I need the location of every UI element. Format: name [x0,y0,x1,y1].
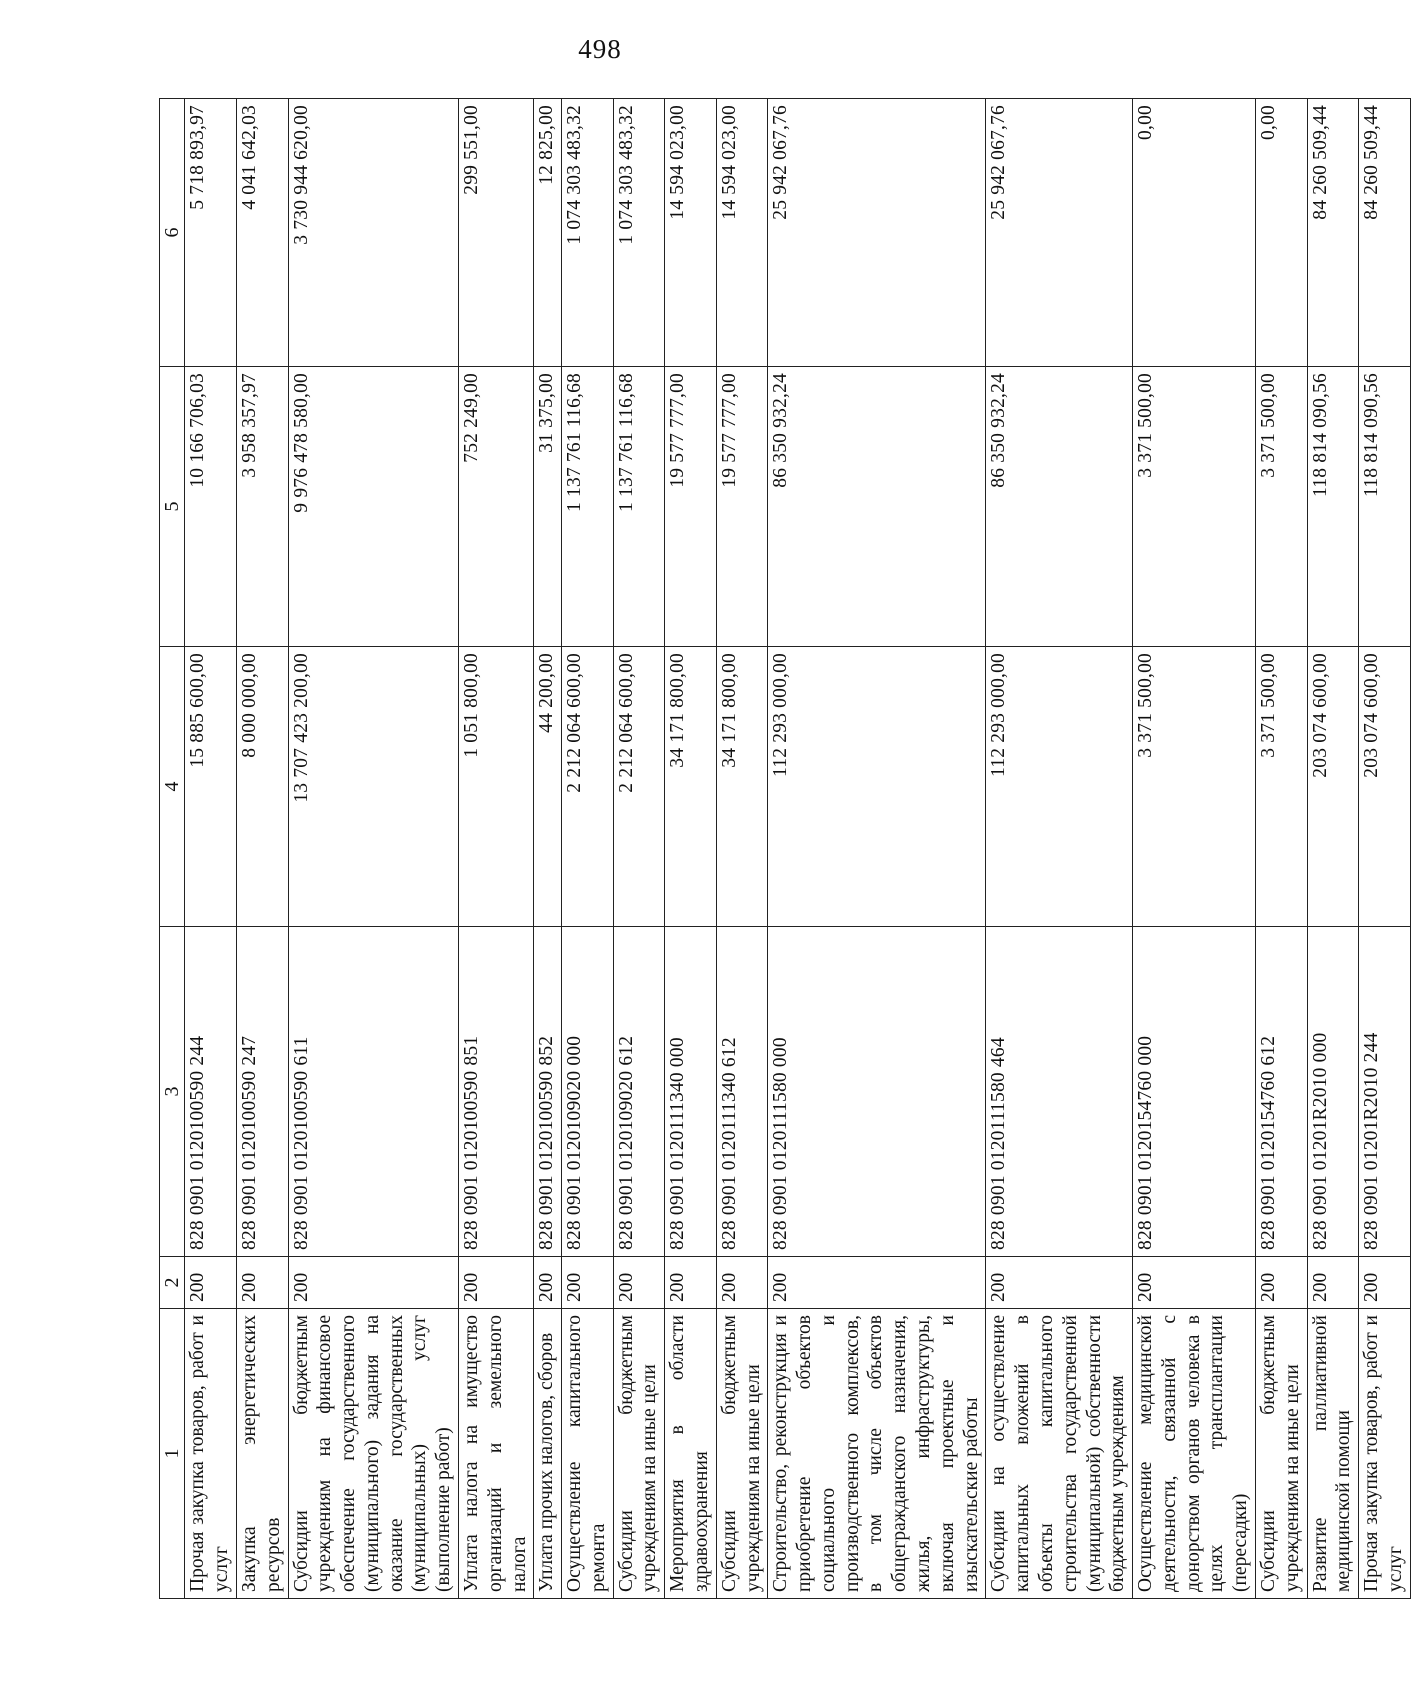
row-col4: 8 000 000,00 [236,647,288,927]
table-row [613,99,665,1599]
row-col4: 1 051 800,00 [458,647,533,927]
row-code: 828 0901 0120100590 611 [288,927,458,1257]
row-col2: 200 [534,1257,562,1309]
row-col4: 2 212 064 600,00 [613,647,665,927]
row-name: Прочая закупка товаров, работ и услуг [1359,1309,1411,1599]
row-col4: 203 074 600,00 [1307,647,1359,927]
row-col6: 0,00 [1255,99,1307,367]
row-col5: 752 249,00 [458,367,533,647]
row-name: Уплата налога на имущество организаций и земельного налога [458,1309,533,1599]
row-name: Закупка энергетических ресурсов [236,1309,288,1599]
table-row [716,99,768,1599]
row-col2: 200 [986,1257,1133,1309]
row-col2: 200 [716,1257,768,1309]
row-col6: 14 594 023,00 [716,99,768,367]
row-col2: 200 [236,1257,288,1309]
row-col2: 200 [185,1257,237,1309]
table-row [986,99,1133,1599]
row-name: Осуществление капитального ремонта [562,1309,614,1599]
row-col4: 44 200,00 [534,647,562,927]
table-row [1133,99,1256,1599]
row-code: 828 0901 0120154760 612 [1255,927,1307,1257]
table-row [185,99,237,1599]
row-col5: 118 814 090,56 [1359,367,1411,647]
row-col4: 2 212 064 600,00 [562,647,614,927]
row-col5: 10 166 706,03 [185,367,237,647]
row-col5: 1 137 761 116,68 [613,367,665,647]
row-code: 828 0901 0120111580 000 [768,927,986,1257]
row-name: Строительство, реконструкция и приобретение объектов социального и производственного комплексов, в том числе объектов общегражданского назначения, жилья, инфраструктуры, включая проектные и изыскательские работы [768,1309,986,1599]
row-col5: 31 375,00 [534,367,562,647]
column-header: 1 [160,1309,185,1599]
row-col5: 118 814 090,56 [1307,367,1359,647]
row-col6: 4 041 642,03 [236,99,288,367]
row-col5: 86 350 932,24 [768,367,986,647]
row-col4: 112 293 000,00 [986,647,1133,927]
page-number: 498 [578,34,622,64]
row-col6: 3 730 944 620,00 [288,99,458,367]
row-col4: 15 885 600,00 [185,647,237,927]
row-col2: 200 [1307,1257,1359,1309]
table-row [458,99,533,1599]
row-col5: 19 577 777,00 [665,367,717,647]
column-header: 2 [160,1257,185,1309]
row-code: 828 0901 0120109020 000 [562,927,614,1257]
row-col6: 25 942 067,76 [986,99,1133,367]
row-name: Субсидии бюджетным учреждениям на финансовое обеспечение государственного (муниципального) задания на оказание государственных (муниципальных) услуг (выполнение работ) [288,1309,458,1599]
row-col2: 200 [458,1257,533,1309]
row-col5: 9 976 478 580,00 [288,367,458,647]
row-code: 828 0901 01201R2010 244 [1359,927,1411,1257]
row-name: Субсидии бюджетным учреждениям на иные цели [716,1309,768,1599]
table-row [1255,99,1307,1599]
row-col6: 84 260 509,44 [1307,99,1359,367]
row-name: Прочая закупка товаров, работ и услуг [185,1309,237,1599]
row-col4: 13 707 423 200,00 [288,647,458,927]
row-col6: 1 074 303 483,32 [562,99,614,367]
row-col4: 34 171 800,00 [665,647,717,927]
table-row [1359,99,1411,1599]
budget-table [159,98,1411,1599]
column-header: 5 [160,367,185,647]
row-col4: 34 171 800,00 [716,647,768,927]
table-row [562,99,614,1599]
row-code: 828 0901 0120100590 244 [185,927,237,1257]
row-col2: 200 [1255,1257,1307,1309]
table-row [534,99,562,1599]
row-name: Субсидии на осуществление капитальных вложений в объекты капитального строительства государственной (муниципальной) собственности бюджетным учреждениям [986,1309,1133,1599]
row-col4: 3 371 500,00 [1255,647,1307,927]
row-name: Субсидии бюджетным учреждениям на иные цели [613,1309,665,1599]
row-col4: 203 074 600,00 [1359,647,1411,927]
row-col2: 200 [562,1257,614,1309]
row-code: 828 0901 0120154760 000 [1133,927,1256,1257]
table-row [236,99,288,1599]
row-col2: 200 [768,1257,986,1309]
row-col6: 5 718 893,97 [185,99,237,367]
row-col2: 200 [288,1257,458,1309]
row-col6: 299 551,00 [458,99,533,367]
row-code: 828 0901 0120111340 612 [716,927,768,1257]
row-col6: 0,00 [1133,99,1256,367]
row-col2: 200 [1133,1257,1256,1309]
row-col2: 200 [613,1257,665,1309]
row-code: 828 0901 0120100590 852 [534,927,562,1257]
row-col2: 200 [665,1257,717,1309]
row-code: 828 0901 0120100590 247 [236,927,288,1257]
row-col6: 84 260 509,44 [1359,99,1411,367]
row-col5: 3 371 500,00 [1133,367,1256,647]
row-name: Субсидии бюджетным учреждениям на иные цели [1255,1309,1307,1599]
row-col5: 19 577 777,00 [716,367,768,647]
row-code: 828 0901 0120100590 851 [458,927,533,1257]
row-col4: 3 371 500,00 [1133,647,1256,927]
row-col6: 25 942 067,76 [768,99,986,367]
rotated-table-wrapper [159,99,1406,1599]
row-col5: 1 137 761 116,68 [562,367,614,647]
table-row [665,99,717,1599]
row-col5: 3 958 357,97 [236,367,288,647]
row-code: 828 0901 01201R2010 000 [1307,927,1359,1257]
row-col5: 3 371 500,00 [1255,367,1307,647]
row-name: Осуществление медицинской деятельности, связанной с донорством органов человека в целях трансплантации (пересадки) [1133,1309,1256,1599]
row-col6: 12 825,00 [534,99,562,367]
row-code: 828 0901 0120111340 000 [665,927,717,1257]
row-name: Мероприятия в области здравоохранения [665,1309,717,1599]
table-row [288,99,458,1599]
row-col6: 1 074 303 483,32 [613,99,665,367]
table-row [768,99,986,1599]
column-header: 4 [160,647,185,927]
row-name: Уплата прочих налогов, сборов [534,1309,562,1599]
row-name: Развитие паллиативной медицинской помощи [1307,1309,1359,1599]
column-header: 6 [160,99,185,367]
column-header: 3 [160,927,185,1257]
row-col6: 14 594 023,00 [665,99,717,367]
row-col5: 86 350 932,24 [986,367,1133,647]
header-row [160,99,185,1599]
row-col4: 112 293 000,00 [768,647,986,927]
row-col2: 200 [1359,1257,1411,1309]
row-code: 828 0901 0120109020 612 [613,927,665,1257]
table-row [1307,99,1359,1599]
row-code: 828 0901 0120111580 464 [986,927,1133,1257]
